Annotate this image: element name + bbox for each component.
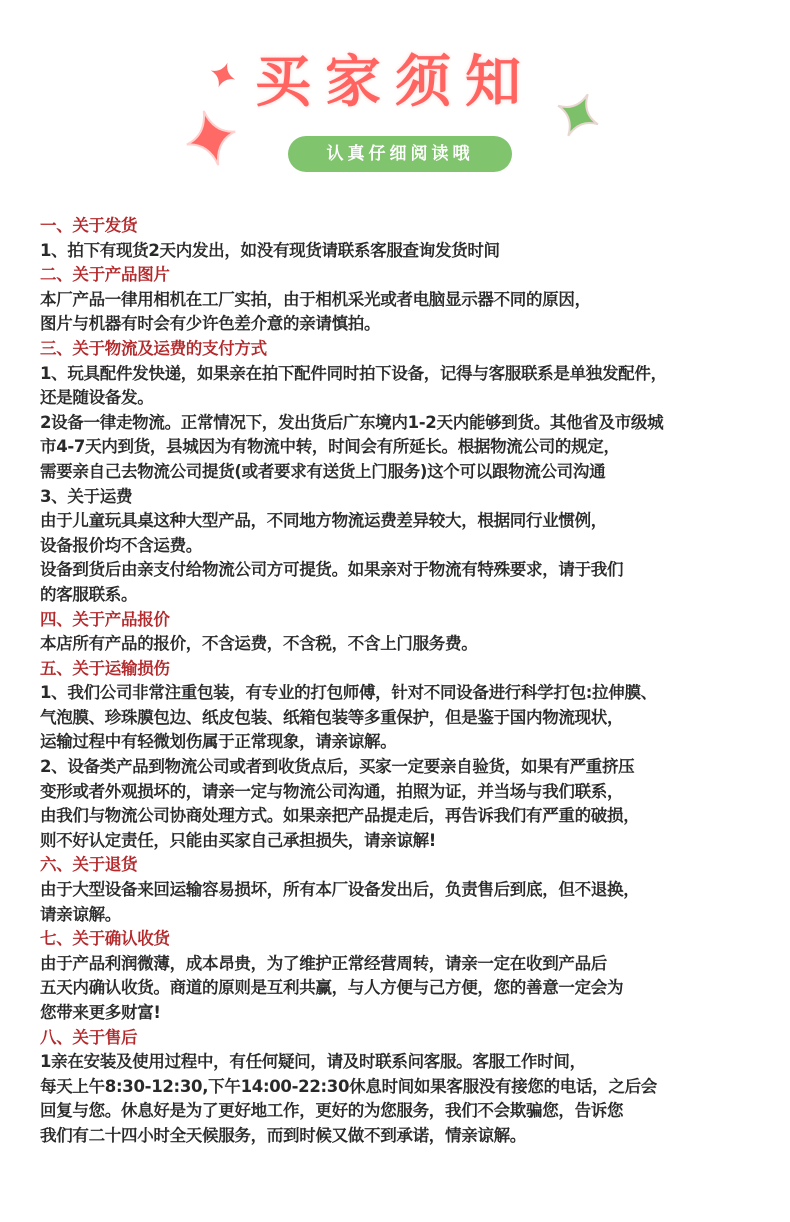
body-text-line: 设备报价均不含运费。 — [40, 535, 203, 555]
body-text-line: 由于产品利润微薄，成本昂贵，为了维护正常经营周转，请亲一定在收到产品后 — [40, 953, 608, 973]
body-text-line: 变形或者外观损坏的，请亲一定与物流公司沟通，拍照为证，并当场与我们联系， — [40, 781, 624, 801]
body-text-line: 市4-7天内到货，县城因为有物流中转，时间会有所延长。根据物流公司的规定， — [40, 437, 620, 457]
notice-content — [40, 214, 785, 1149]
section-heading: 六、关于退货 — [40, 855, 138, 875]
body-text-line: 1、我们公司非常注重包装，有专业的打包师傅，针对不同设备进行科学打包:拉伸膜、 — [40, 683, 657, 703]
body-text-line: 气泡膜、珍珠膜包边、纸皮包装、纸箱包装等多重保护，但是鉴于国内物流现状， — [40, 707, 624, 727]
body-text-line: 图片与机器有时会有少许色差介意的亲请慎拍。 — [40, 314, 381, 334]
body-text-line: 1、玩具配件发快递，如果亲在拍下配件同时拍下设备，记得与客服联系是单独发配件， — [40, 363, 667, 383]
large-red-sparkle-icon — [186, 110, 236, 166]
body-text-line: 由于大型设备来回运输容易损坏，所有本厂设备发出后，负责售后到底，但不退换， — [40, 880, 640, 900]
body-text-line: 请亲谅解。 — [40, 904, 122, 924]
body-text-line: 需要亲自己去物流公司提货(或者要求有送货上门服务)这个可以跟物流公司沟通 — [40, 461, 606, 481]
section-heading: 一、关于发货 — [40, 216, 138, 235]
body-text-line: 每天上午8:30-12:30,下午14:00-22:30休息时间如果客服没有接您的电话，之后会 — [40, 1076, 657, 1096]
section-heading: 八、关于售后 — [40, 1027, 138, 1047]
body-text-line: 还是随设备发。 — [40, 388, 154, 408]
body-text-line: 五天内确认收货。商道的原则是互利共赢，与人方便与己方便，您的善意一定会为 — [40, 978, 624, 998]
body-text-line: 2设备一律走物流。正常情况下，发出货后广东境内1-2天内能够到货。其他省及市级城 — [40, 412, 664, 432]
body-text-line: 3、关于运费 — [40, 486, 133, 506]
body-text-line: 1亲在安装及使用过程中，有任何疑问，请及时联系问客服。客服工作时间， — [40, 1052, 586, 1072]
body-text-line: 设备到货后由亲支付给物流公司方可提货。如果亲对于物流有特殊要求，请于我们 — [40, 560, 624, 580]
section-heading: 七、关于确认收货 — [40, 929, 170, 949]
body-text-line: 运输过程中有轻微划伤属于正常现象，请亲谅解。 — [40, 732, 397, 752]
body-text-line: 由我们与物流公司协商处理方式。如果亲把产品提走后，再告诉我们有严重的破损， — [40, 806, 640, 826]
section-heading: 二、关于产品图片 — [40, 265, 170, 285]
body-text-line: 则不好认定责任，只能由买家自己承担损失，请亲谅解! — [40, 830, 437, 850]
section-heading: 五、关于运输损伤 — [40, 658, 170, 678]
body-text-line: 本店所有产品的报价，不含运费，不含税，不含上门服务费。 — [40, 634, 478, 654]
body-text-line: 由于儿童玩具桌这种大型产品，不同地方物流运费差异较大，根据同行业惯例， — [40, 511, 608, 531]
page-title: 买家须知 — [255, 50, 535, 115]
section-heading: 四、关于产品报价 — [40, 609, 170, 629]
body-text-line: 1、拍下有现货2天内发出，如没有现货请联系客服查询发货时间 — [40, 240, 500, 260]
body-text-line: 的客服联系。 — [40, 584, 138, 604]
section-heading: 三、关于物流及运费的支付方式 — [40, 338, 267, 358]
subtitle-badge: 认真仔细阅读哦 — [288, 136, 512, 172]
body-text-line: 回复与您。休息好是为了更好地工作，更好的为您服务，我们不会欺骗您，告诉您 — [40, 1101, 624, 1121]
body-text-line: 您带来更多财富! — [40, 1003, 161, 1022]
body-text-line: 本厂产品一律用相机在工厂实拍，由于相机采光或者电脑显示器不同的原因， — [40, 289, 591, 309]
body-text-line: 2、设备类产品到物流公司或者到收货点后，买家一定要亲自验货，如果有严重挤压 — [40, 757, 635, 777]
body-text-line: 我们有二十四小时全天候服务，而到时候又做不到承诺，情亲谅解。 — [40, 1125, 527, 1145]
